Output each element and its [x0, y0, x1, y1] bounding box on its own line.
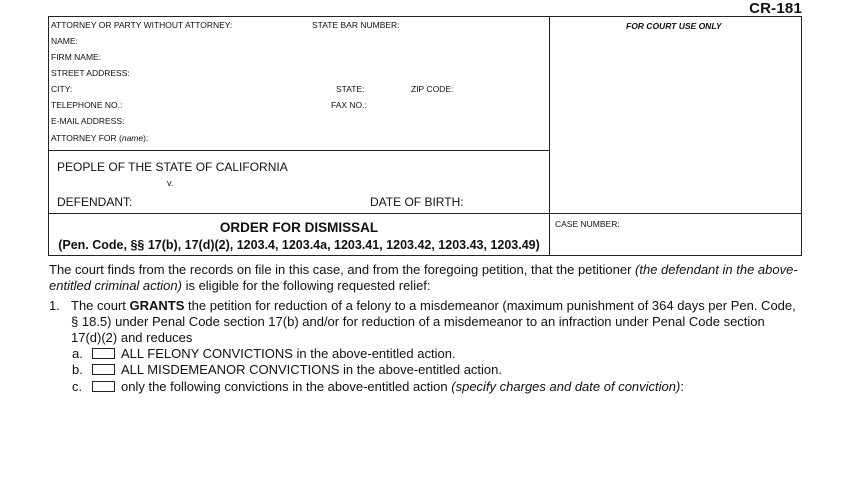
- caption-divider: [48, 213, 802, 214]
- option-c-end: :: [680, 379, 684, 394]
- intro-end: is eligible for the following requested relief:: [181, 278, 431, 293]
- form-code: CR-181: [749, 0, 802, 17]
- option-b-letter: b.: [72, 362, 83, 377]
- option-c-text: [121, 379, 684, 395]
- item-1-grants: GRANTS: [129, 298, 185, 313]
- option-c-letter: c.: [72, 379, 83, 394]
- attorney-for-name-italic: name: [121, 133, 144, 143]
- option-b-text: ALL MISDEMEANOR CONVICTIONS in the above-entitled action.: [121, 362, 502, 377]
- defendant-label: DEFENDANT:: [57, 195, 133, 209]
- attorney-for-text: ATTORNEY FOR (: [51, 133, 122, 143]
- name-label: NAME:: [51, 36, 78, 46]
- telephone-label: TELEPHONE NO.:: [51, 100, 123, 110]
- option-a-letter: a.: [72, 346, 83, 361]
- option-a-checkbox[interactable]: [92, 348, 115, 359]
- item-1-line-3: 17(d)(2) and reduces: [71, 330, 193, 345]
- city-label: CITY:: [51, 84, 73, 94]
- versus-label: v.: [167, 178, 174, 188]
- order-title: ORDER FOR DISMISSAL: [219, 220, 379, 235]
- email-label: E-MAIL ADDRESS:: [51, 116, 125, 126]
- item-1-line-1: [71, 298, 796, 314]
- people-caption: PEOPLE OF THE STATE OF CALIFORNIA: [57, 160, 288, 174]
- item-1-pre: The court: [71, 298, 130, 313]
- intro-italic: (the defendant in the above-entitled criminal action): [49, 262, 798, 293]
- court-use-only-label: FOR COURT USE ONLY: [626, 21, 722, 31]
- attorney-for-label: [51, 133, 148, 143]
- intro-paragraph: [49, 262, 809, 294]
- fax-label: FAX NO.:: [331, 100, 367, 110]
- date-of-birth-label: DATE OF BIRTH:: [370, 195, 464, 209]
- option-b-checkbox[interactable]: [92, 364, 115, 375]
- intro-text: The court finds from the records on file in this case, and from the foregoing petition, that the petitioner: [49, 262, 636, 277]
- state-label: STATE:: [336, 84, 365, 94]
- option-c-italic: (specify charges and date of conviction): [451, 379, 681, 394]
- attorney-label: ATTORNEY OR PARTY WITHOUT ATTORNEY:: [51, 20, 233, 30]
- zip-code-label: ZIP CODE:: [411, 84, 454, 94]
- item-1-line-2: § 18.5) under Penal Code section 17(b) and/or for reduction of a misdemeanor to an infraction under Penal Code section: [71, 314, 765, 329]
- attorney-for-close: ):: [143, 133, 149, 143]
- option-c-checkbox[interactable]: [92, 381, 115, 392]
- attorney-block-divider: [48, 150, 550, 151]
- state-bar-label: STATE BAR NUMBER:: [312, 20, 400, 30]
- order-subtitle: (Pen. Code, §§ 17(b), 17(d)(2), 1203.4, 1203.4a, 1203.41, 1203.42, 1203.43, 1203.49): [58, 238, 540, 252]
- firm-name-label: FIRM NAME:: [51, 52, 102, 62]
- case-number-label: CASE NUMBER:: [555, 219, 620, 229]
- item-1-line-1-rest: the petition for reduction of a felony to a misdemeanor (maximum punishment of 364 days per Pen. Code,: [184, 298, 796, 313]
- option-a-text: ALL FELONY CONVICTIONS in the above-entitled action.: [121, 346, 456, 361]
- option-c-plain: only the following convictions in the above-entitled action: [121, 379, 452, 394]
- street-address-label: STREET ADDRESS:: [51, 68, 130, 78]
- item-1-number: 1.: [49, 298, 60, 313]
